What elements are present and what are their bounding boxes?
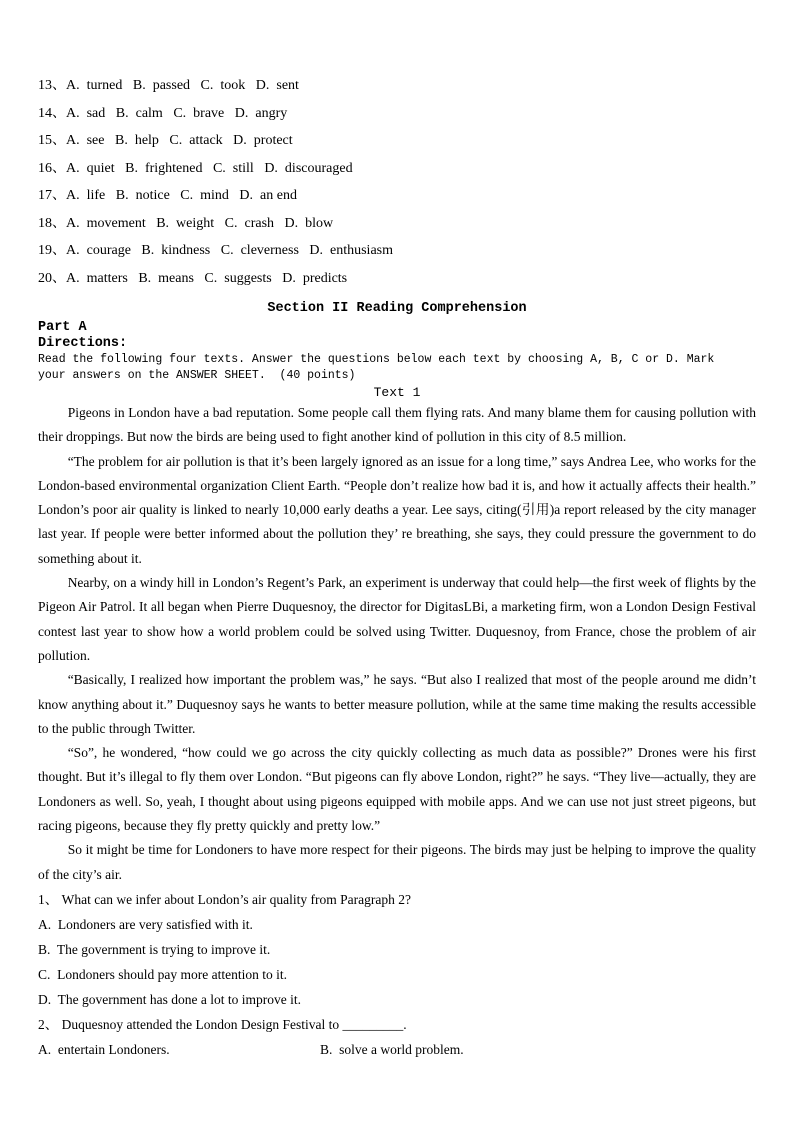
passage-paragraph-2: “The problem for air pollution is that it’s been largely ignored as an issue for a long time,” says Andrea Lee, who works for the London-based environmental organization Client Earth. “People don’t realize how bad it is, and how it actually affects their health.” London’s poor air quality is linked to nearly 10,000 early deaths a year. Lee says, citing(引用)a report released by the city manager last year. If people were better informed about the pollution they’ re breathing, she says, they could pressure the government to do something about it. [38,453,756,566]
question-1-option-b: B. The government is trying to improve it. [38,941,271,957]
passage-paragraph-1: Pigeons in London have a bad reputation. Some people call them flying rats. And many blame them for causing pollution with their droppings. But now the birds are being used to fight another kind of pollution in this city of 8.5 million. [38,405,756,445]
text-heading: Text 1 [373,385,421,400]
question-1-option-d: D. The government has done a lot to improve it. [38,991,301,1007]
question-2-stem: 2、 Duquesnoy attended the London Design Festival to _________. [38,1016,407,1032]
passage-paragraph-5: “So”, he wondered, “how could we go across the city quickly collecting as much data as possible?” Drones were his first thought. But it’s illegal to fly them over London. “But pigeons can fly above London, right?” he says. “They live—actually, they are Londoners as well. So, yeah, I thought about using pigeons equipped with mobile apps. And we can use not just street pigeons, but racing pigeons, because they fly pretty quickly and pretty low.” [38,745,756,834]
passage-paragraph-4: “Basically, I realized how important the problem was,” he says. “But also I realized that most of the people around me didn’t know anything about it.” Duquesnoy says he wants to better measure pollution, while at the same time making the results accessible to the public through Twitter. [38,672,756,736]
directions-text: Read the following four texts. Answer the questions below each text by choosing A, B, C or D. Mark your answers on the ANSWER SHEET. (40 points) [38,353,722,382]
cloze-option-line-17: 17、A. life B. notice C. mind D. an end [38,188,297,203]
cloze-option-line-19: 19、A. courage B. kindness C. cleverness D. enthusiasm [38,243,393,258]
cloze-option-line-15: 15、A. see B. help C. attack D. protect [38,133,293,148]
passage-paragraph-6: So it might be time for Londoners to have more respect for their pigeons. The birds may just be helping to improve the quality of the city’s air. [38,842,756,882]
question-1-stem: 1、 What can we infer about London’s air quality from Paragraph 2? [38,891,412,907]
cloze-option-line-16: 16、A. quiet B. frightened C. still D. discouraged [38,160,353,176]
part-label: Part A [38,320,87,335]
cloze-option-line-18: 18、A. movement B. weight C. crash D. blow [38,215,334,231]
comprehension-questions [38,887,756,1062]
cloze-option-line-13: 13、A. turned B. passed C. took D. sent [38,78,299,93]
directions-label: Directions: [38,336,128,351]
question-1-option-c: C. Londoners should pay more attention to it. [38,966,287,982]
cloze-options-list [38,72,756,292]
cloze-option-line-20: 20、A. matters B. means C. suggests D. predicts [38,270,348,286]
question-1-option-a: A. Londoners are very satisfied with it. [38,916,253,932]
question-2-option-b: B. solve a world problem. [320,1041,464,1057]
reading-passage [38,401,756,887]
question-2-option-a: A. entertain Londoners. [38,1041,170,1057]
section-heading: Section II Reading Comprehension [267,301,527,316]
question-2-options-row [38,1037,756,1062]
passage-paragraph-3: Nearby, on a windy hill in London’s Regent’s Park, an experiment is underway that could help—the first week of flights by the Pigeon Air Patrol. It all began when Pierre Duquesnoy, the director for DigitasLBi, a marketing firm, won a London Design Festival contest last year to show how a world problem could be solved using Twitter. Duquesnoy, from France, chose the problem of air pollution. [38,575,756,663]
cloze-option-line-14: 14、A. sad B. calm C. brave D. angry [38,105,288,121]
